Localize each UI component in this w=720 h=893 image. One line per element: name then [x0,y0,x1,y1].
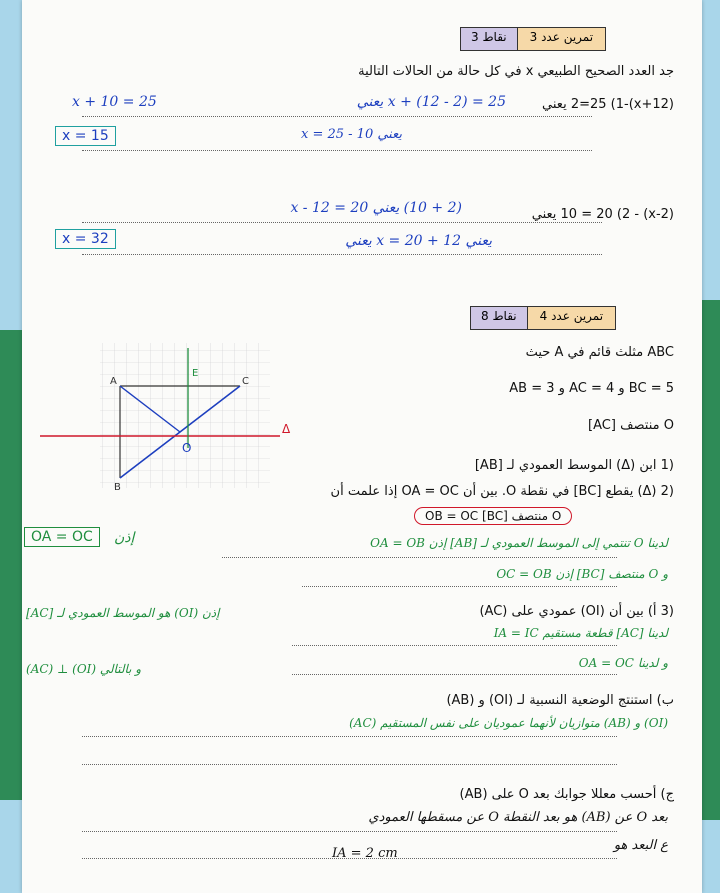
ex3-q1-work-b: x + 10 = 25 [72,94,157,110]
ex4-q2-answer-box: OA = OC [24,527,100,547]
ex4-q1: (1 ابن (Δ) الموسط العمودي لـ [AB] [474,458,674,473]
ex3-q2-text: (x-2) - 10 = 20 (2 يعني [531,207,674,222]
ex3-q2-line [82,222,602,223]
ex4-q3a: (3 أ) بين أن (OI) عمودي على (AC) [479,604,674,619]
ex4-q3a-work-c: إذن (OI) هو الموسط العمودي لـ [AC] [26,606,220,620]
ex4-q3a-work-a: لدينا [AC] قطعة مستقيم IA = IC [493,626,668,640]
ex3-instruction: جد العدد الصحيح الطبيعي x في كل حالة من الحالات التالية [358,64,674,79]
ex4-q2-line2 [302,586,617,587]
ex4-q2-oval: O منتصف [BC] OB = OC [414,507,572,525]
triangle-figure [30,338,295,493]
ex4-q2-line [222,557,617,558]
label-a: A [110,376,117,387]
ex4-q2-work-b: و O منتصف [BC] إذن OC = OB [496,567,668,581]
ex3-q1-line [82,116,592,117]
label-e: E [192,368,199,379]
ex4-q3c-work-a: بعد O عن (AB) هو بعد النقطة O عن مسقطها العمودي [368,810,668,825]
ex4-title: تمرين عدد 4 [528,307,615,329]
ex4-q2: (2 (Δ) يقطع [BC] في نقطة O. بين أن OA = OC إذا علمت أن [330,484,674,499]
ex4-q3c-line [82,831,617,832]
ex4-lengths: BC = 5 و AC = 4 و AB = 3 [509,381,674,396]
worksheet-page [22,0,702,893]
ex4-q3b-line2 [82,764,617,765]
ex3-q1-work-c: يعني x = 25 - 10 [300,127,402,142]
figure-grid [100,343,270,488]
ex4-q3c-work-c: ع البعد هو [613,838,668,853]
ex3-header [460,27,606,51]
ex3-q1-text: (x+12)-2=25 (1 يعني [542,97,674,112]
label-o: O [182,441,192,455]
ex3-q2-answer: x = 32 [55,229,116,249]
ex3-q1-answer: x = 15 [55,126,116,146]
ex4-midpoint: O منتصف [AC] [588,418,674,433]
label-c: C [242,376,249,387]
ex4-q3c-line2 [82,858,617,859]
ex4-q3c-work-b: IA = 2 cm [332,846,398,861]
ex3-q2-line2 [82,254,602,255]
ex4-q3b: ب) استنتج الوضعية النسبية لـ (OI) و (AB) [446,693,674,708]
ex3-title: تمرين عدد 3 [518,28,605,50]
ex3-q2-work-a: (2 + 10) يعني x - 12 = 20 [290,200,462,216]
ex4-q3a-work-d: و بالتالي (OI) ⊥ (AC) [26,662,142,676]
ex3-q2-work-b: يعني x = 20 + 12 يعني [345,233,492,249]
label-delta: Δ [282,422,291,436]
ex4-points: 8 نقاط [471,307,528,329]
ex4-q2-answer-label: إذن [114,530,135,546]
ex3-q1-line2 [82,150,592,151]
ex3-q1-work-a: x + (12 - 2) = 25 يعني [356,94,506,110]
ex4-q3a-line2 [292,674,617,675]
label-b: B [114,482,121,493]
ex4-intro: ABC مثلث قائم في A حيث [525,345,674,360]
ex4-q3b-line [82,736,617,737]
right-green-band [700,300,720,820]
ex3-points: 3 نقاط [461,28,518,50]
ex4-header [470,306,616,330]
ex4-q3b-work: (OI) و (AB) متوازيان لأنهما عموديان على نفس المستقيم (AC) [349,716,668,730]
ex4-q3a-line [292,645,617,646]
ex4-q3c: ج) أحسب معللا جوابك بعد O على (AB) [459,787,674,802]
ex4-q2-work-a: لدينا O تنتمي إلى الموسط العمودي لـ [AB] إذن OA = OB [370,536,668,550]
left-green-band [0,330,22,800]
ex4-q3a-work-b: و لدينا OA = OC [578,656,668,670]
